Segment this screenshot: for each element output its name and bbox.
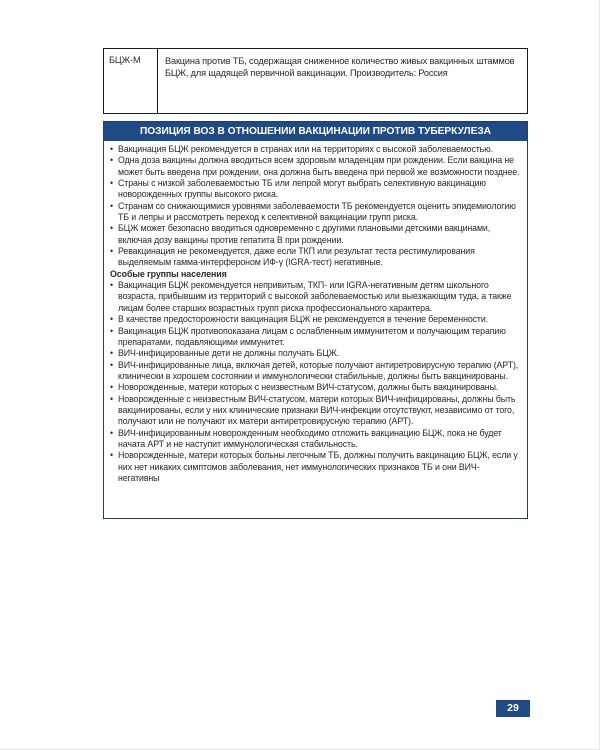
list-item: • ВИЧ-инфицированным новорожденным необходимо отложить вакцинацию БЦЖ, пока не будет начата АРТ и не наступит иммунологическая стабильность. — [110, 428, 520, 451]
who-position-box — [103, 121, 528, 519]
vaccine-name-cell: БЦЖ-М — [104, 49, 158, 113]
list-item: • Новорожденные с неизвестным ВИЧ-статусом, матери которых ВИЧ-инфицированы, должны быть вакцинированы, если у них клинические признаки ВИЧ-инфекции отсутствуют, независимо от того, получают или не получают их матери антиретровирусную терапию (АРТ). — [110, 394, 520, 428]
list-item: • Вакцинация БЦЖ рекомендуется в странах или на территориях с высокой заболеваемостью. — [110, 144, 520, 155]
special-groups-heading: Особые группы населения — [110, 268, 227, 279]
vaccine-description-cell: Вакцина против ТБ, содержащая сниженное количество живых вакцинных штаммов БЦЖ, для щадящей первичной вакцинации. Производитель: Россия — [165, 56, 515, 79]
list-item: • Новорожденные, матери которых больны легочным ТБ, должны получить вакцинацию БЦЖ, если у них нет никаких симптомов заболевания, нет иммунологических признаков ТБ и они ВИЧ-негативны — [110, 450, 520, 484]
list-item: • БЦЖ может безопасно вводиться одновременно с другими плановыми детскими вакцинами, включая дозу вакцины против гепатита В при рождении. — [110, 223, 520, 246]
vaccine-table-row — [103, 48, 528, 114]
general-recommendations-list — [110, 144, 520, 269]
who-position-title: ПОЗИЦИЯ ВОЗ В ОТНОШЕНИИ ВАКЦИНАЦИИ ПРОТИВ ТУБЕРКУЛЕЗА — [104, 122, 527, 141]
list-item: • Странам со снижающимися уровнями заболеваемости ТБ рекомендуется оценить эпидемиологию ТБ и лепры и рассмотреть переход к селективной вакцинации групп риска. — [110, 201, 520, 224]
who-position-body — [104, 141, 527, 484]
list-item: • Вакцинация БЦЖ противопоказана лицам с ослабленным иммунитетом и получающим терапию препаратами, подавляющими иммунитет. — [110, 326, 520, 349]
page-number: 29 — [496, 700, 530, 717]
list-item: • Страны с низкой заболеваемостью ТБ или лепрой могут выбрать селективную вакцинацию новорожденных группы высокого риска. — [110, 178, 520, 201]
list-item: • Ревакцинация не рекомендуется, даже если ТКП или результат теста рестимулирования выделяемым гамма-интерфероном ИФ-γ (IGRA-тест) негативные. — [110, 246, 520, 269]
special-groups-list — [110, 280, 520, 484]
list-item: • В качестве предосторожности вакцинация БЦЖ не рекомендуется в течение беременности. — [110, 314, 520, 325]
list-item: • Новорожденные, матери которых с неизвестным ВИЧ-статусом, должны быть вакцинированы. — [110, 382, 520, 393]
list-item: • ВИЧ-инфицированные лица, включая детей, которые получают антиретровирусную терапию (АРТ), клинически в хорошем состоянии и иммунологически стабильные, должны быть вакцинированы. — [110, 360, 520, 383]
list-item: • Вакцинация БЦЖ рекомендуется непривитым, ТКП- или IGRA-негативным детям школьного возраста, прибывшим из территорий с высокой заболеваемостью или выезжающим туда, а также лицам более старших возрастных групп риска профессионального характера. — [110, 280, 520, 314]
list-item: • Одна доза вакцины должна вводиться всем здоровым младенцам при рождении. Если вакцина не может быть введена при рождении, она должна быть введена при первой же возможности позднее. — [110, 155, 520, 178]
list-item: • ВИЧ-инфицированные дети не должны получать БЦЖ. — [110, 348, 520, 359]
